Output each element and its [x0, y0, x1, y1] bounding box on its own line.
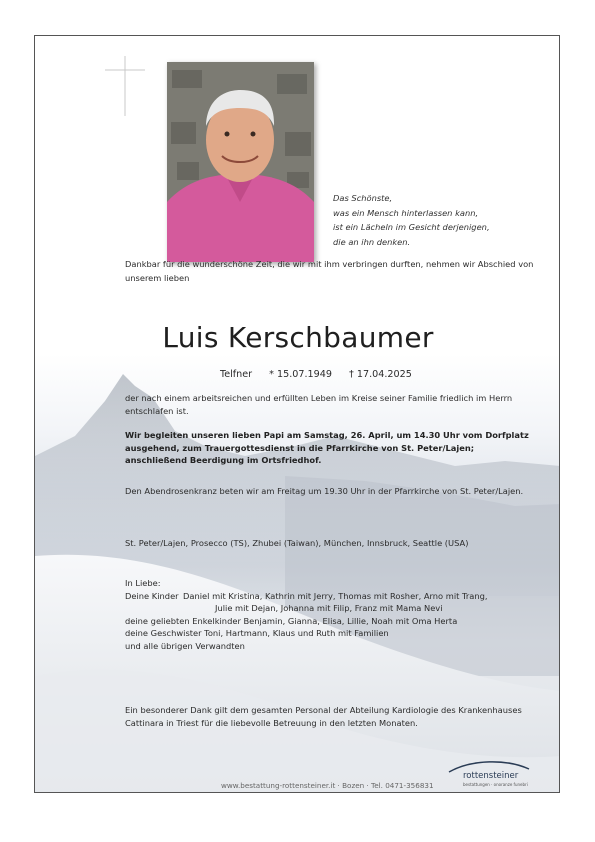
memorial-quote	[333, 191, 543, 249]
quote-line: Das Schönste,	[333, 193, 393, 203]
death-notice-card	[34, 35, 560, 793]
mourners-heading: In Liebe:	[125, 578, 161, 588]
logo-tagline: bestattungen · onoranze funebri	[463, 782, 528, 787]
children-line-1: Daniel mit Kristina, Kathrin mit Jerry, Thomas mit Rosher, Arno mit Trang,	[183, 590, 488, 601]
cross-icon	[105, 56, 145, 116]
portrait-photo	[167, 62, 314, 262]
thanks-text: Ein besonderer Dank gilt dem gesamten Personal der Abteilung Kardiologie des Krankenhauses Cattinara in Triest für die liebevolle Betreuung in den letzten Monaten.	[125, 705, 522, 728]
quote-line: ist ein Lächeln im Gesicht derjenigen,	[333, 222, 490, 232]
birth-date: * 15.07.1949	[269, 369, 332, 380]
passing-text: der nach einem arbeitsreichen und erfüllten Leben im Kreise seiner Familie friedlich im Herrn entschlafen ist.	[125, 393, 513, 416]
intro-text: Dankbar für die wunderschöne Zeit, die wir mit ihm verbringen durften, nehmen wir Abschied von unserem lieben	[125, 259, 534, 283]
grandchildren: deine geliebten Enkelkinder Benjamin, Gianna, Elisa, Lillie, Noah mit Oma Herta	[125, 615, 458, 626]
children-row	[125, 590, 535, 603]
death-date: † 17.04.2025	[349, 369, 412, 380]
funeral-info: Wir begleiten unseren lieben Papi am Samstag, 26. April, um 14.30 Uhr vom Dorfplatz ausgehend, zum Trauergottesdienst in die Pfarrkirche von St. Peter/Lajen; anschließend Beerdigung im Ortsfriedhof.	[125, 430, 529, 465]
siblings: deine Geschwister Toni, Hartmann, Klaus und Ruth mit Familien	[125, 628, 389, 638]
places-list: St. Peter/Lajen, Prosecco (TS), Zhubei (Taiwan), München, Innsbruck, Seattle (USA)	[125, 538, 469, 548]
logo-name: rottensteiner	[463, 771, 519, 781]
nickname: Telfner	[220, 369, 253, 380]
children-label: Deine Kinder	[125, 590, 179, 601]
quote-line: was ein Mensch hinterlassen kann,	[333, 207, 479, 218]
rosary-info: Den Abendrosenkranz beten wir am Freitag um 19.30 Uhr in der Pfarrkirche von St. Peter/Lajen.	[125, 486, 524, 496]
mourners-block	[125, 577, 535, 652]
relatives: und alle übrigen Verwandten	[125, 640, 245, 651]
life-dates	[220, 369, 426, 380]
children-line-2: Julie mit Dejan, Johanna mit Filip, Franz mit Mama Nevi	[215, 603, 443, 613]
footer-contact: www.bestattung-rottensteiner.it · Bozen · Tel. 0471-356831	[221, 781, 434, 790]
company-logo	[447, 761, 537, 791]
deceased-name: Luis Kerschbaumer	[162, 321, 434, 354]
quote-line: die an ihn denken.	[333, 236, 411, 247]
